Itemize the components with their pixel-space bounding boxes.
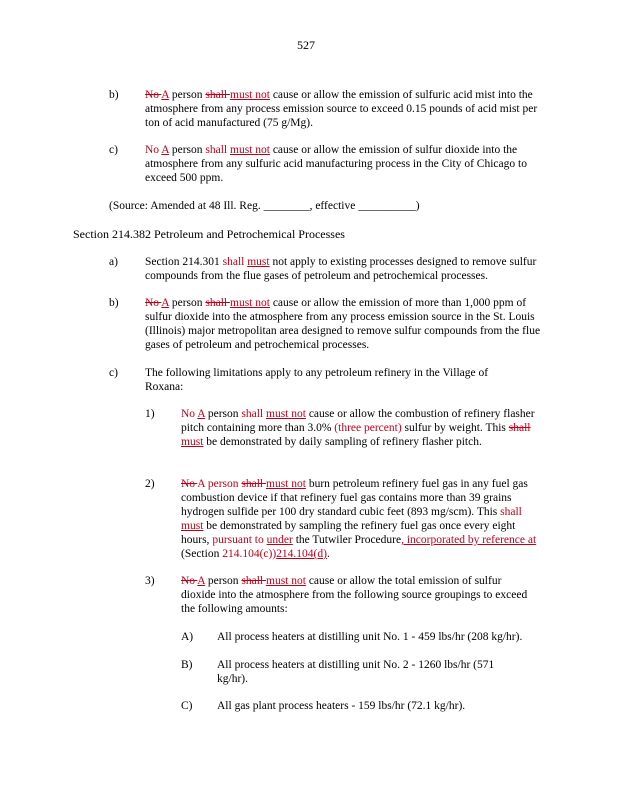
edit-text: shall [205, 144, 230, 156]
deleted-text: shall [508, 422, 531, 434]
inserted-text: must not [230, 297, 270, 309]
body-text: person [168, 144, 206, 156]
sub-2-label: 2) [145, 478, 155, 490]
deleted-text: shall [205, 297, 230, 309]
sub-2-fuel-gas-text [181, 477, 545, 561]
source-note: (Source: Amended at 48 Ill. Reg. ________, effective __________) [109, 200, 420, 212]
inserted-text: must not [266, 575, 306, 587]
body-text: cause or allow the emission of more than 1,000 ppm of sulfur dioxide into the atmosphere from any process emission source in the St. Louis (Illinois) major metropolitan area designed to remove sulfur compounds from the flue gases of petroleum and petrochemical processes. [145, 297, 541, 351]
item-b2-st-louis-text [145, 296, 545, 352]
body-text: not apply to existing processes designed to remove sulfur compounds from the flue gases of petroleum and petrochemical processes. [145, 256, 537, 282]
body-text: cause or allow the combustion of refinery flasher pitch containing more than 3.0% [181, 408, 535, 434]
body-text: (Section [181, 548, 223, 560]
body-text: Section 214.301 [145, 256, 223, 268]
deleted-text: shall [241, 575, 266, 587]
body-text: cause or allow the emission of sulfuric acid mist into the atmosphere from any process emission source to exceed 0.15 pounds of acid mist per ton of acid manufactured (75 g/Mg). [145, 89, 538, 129]
sub-1-flasher-pitch-text [181, 407, 545, 449]
inserted-text: A [161, 144, 169, 156]
edit-text: shall [222, 256, 248, 268]
body-text: be demonstrated by daily sampling of refinery flasher pitch. [203, 436, 482, 448]
item-c2-roxana-text: The following limitations apply to any petroleum refinery in the Village of Roxana: [145, 367, 489, 393]
item-a-text [145, 255, 545, 283]
item-c-label: c) [109, 144, 118, 156]
inserted-text: A [197, 575, 205, 587]
inserted-text: must [247, 256, 270, 268]
item-b-sulfuric-acid-text [145, 88, 545, 130]
edit-text: shall [241, 408, 266, 420]
edit-text: shall [500, 506, 522, 518]
body-text: sulfur by weight. This [401, 422, 509, 434]
inserted-text: must [181, 520, 204, 532]
deleted-text: No [181, 478, 198, 490]
inserted-text: must [181, 436, 204, 448]
page-number: 527 [297, 38, 315, 52]
inserted-text: must not [266, 408, 306, 420]
sub-c-text: All gas plant process heaters - 159 lbs/hr (72.1 kg/hr). [217, 700, 466, 712]
inserted-text: 214.104(d) [276, 548, 327, 560]
deleted-text: shall [241, 478, 266, 490]
body-text: cause or allow the total emission of sulfur dioxide into the atmosphere from the following source groupings to exceed the following amounts: [181, 575, 528, 615]
body-text: person [168, 297, 206, 309]
item-c-chicago-text [145, 143, 545, 185]
item-b2-label: b) [109, 297, 119, 309]
inserted-text: under [266, 534, 293, 546]
body-text: person [168, 89, 206, 101]
sub-c-label: C) [181, 700, 193, 712]
sub-3-total-emission-text [181, 574, 531, 616]
deleted-text: No [145, 89, 162, 101]
body-text: person [204, 575, 242, 587]
edit-text: 214.104(c)) [222, 548, 277, 560]
deleted-text: No [181, 575, 198, 587]
inserted-text: must not [230, 89, 270, 101]
edit-text: No [181, 408, 198, 420]
edit-text: No [145, 144, 162, 156]
body-text: person [204, 408, 242, 420]
deleted-text: No [145, 297, 162, 309]
edit-text: A person [197, 478, 242, 490]
body-text: cause or allow the emission of sulfur dioxide into the atmosphere from any sulfuric acid manufacturing process in the City of Chicago to exceed 500 ppm. [145, 144, 527, 184]
inserted-text: must not [230, 144, 270, 156]
sub-a-text: All process heaters at distilling unit No. 1 - 459 lbs/hr (208 kg/hr). [217, 631, 523, 643]
inserted-text: A [161, 89, 169, 101]
inserted-text: , incorporated by reference at [401, 534, 537, 546]
body-text: the Tutwiler Procedure [292, 534, 402, 546]
body-text: . [326, 548, 330, 560]
sub-b-text: All process heaters at distilling unit No. 2 - 1260 lbs/hr (571 kg/hr). [217, 659, 495, 685]
section-heading: Section 214.382 Petroleum and Petrochemical Processes [73, 227, 345, 241]
sub-1-label: 1) [145, 408, 155, 420]
item-b-label: b) [109, 89, 119, 101]
edit-text: pursuant to [212, 534, 267, 546]
edit-text: (three percent) [334, 422, 402, 434]
inserted-text: A [197, 408, 205, 420]
item-c2-label: c) [109, 367, 118, 379]
deleted-text: shall [205, 89, 230, 101]
body-text: burn petroleum refinery fuel gas in any fuel gas combustion device if that refinery fuel gas contains more than 39 grains hydrogen sulfide per 100 dry standard cubic feet (893 mg/scm). This [181, 478, 528, 518]
inserted-text: A [161, 297, 169, 309]
inserted-text: must not [266, 478, 306, 490]
sub-a-label: A) [181, 631, 194, 643]
sub-b-label: B) [181, 659, 193, 671]
item-a-label: a) [109, 256, 118, 268]
sub-3-label: 3) [145, 575, 155, 587]
body-text: be demonstrated by sampling the refinery fuel gas once every eight hours, [181, 520, 516, 546]
